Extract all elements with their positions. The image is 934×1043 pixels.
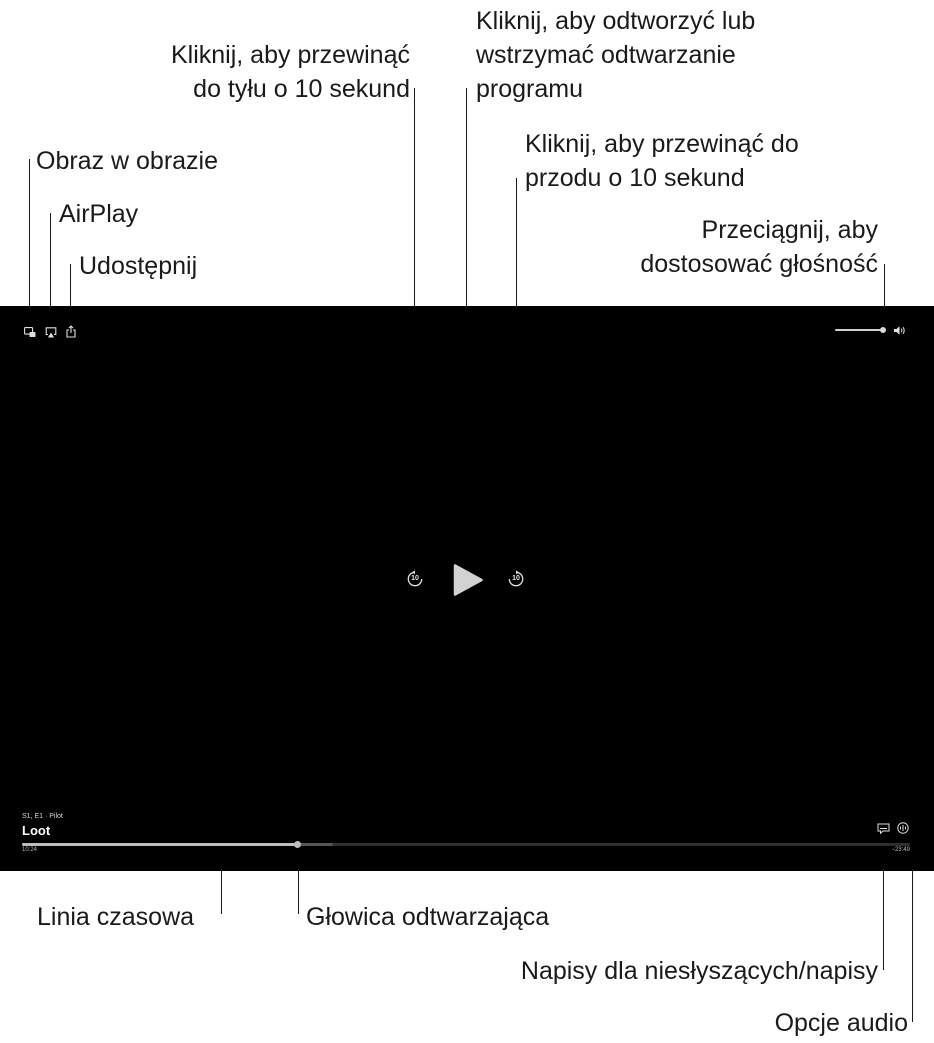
speaker-icon[interactable] — [893, 325, 907, 336]
volume-slider-track[interactable] — [835, 329, 885, 331]
elapsed-time: 10:24 — [22, 847, 38, 853]
timeline-progress — [22, 843, 297, 846]
callout-rewind: Kliknij, aby przewinąć do tyłu o 10 sekund — [171, 41, 410, 103]
volume-slider-knob[interactable] — [880, 327, 886, 333]
volume-slider-fill — [835, 329, 883, 331]
subtitles-icon[interactable] — [877, 823, 890, 834]
show-title: Loot — [22, 823, 51, 838]
callout-forward: Kliknij, aby przewinąć do przodu o 10 sekund — [525, 130, 799, 192]
airplay-icon[interactable] — [45, 327, 57, 338]
forward-seconds-label: 10 — [512, 575, 520, 582]
audio-options-icon[interactable] — [897, 822, 909, 834]
callout-subtitles: Napisy dla niesłyszących/napisy — [520, 957, 878, 985]
callout-playhead: Głowica odtwarzająca — [306, 903, 550, 931]
rewind-seconds-label: 10 — [411, 575, 419, 582]
share-icon[interactable] — [66, 325, 76, 338]
callout-airplay: AirPlay — [59, 200, 139, 228]
callout-audio-options: Opcje audio — [774, 1009, 908, 1037]
picture-in-picture-icon[interactable] — [24, 327, 36, 338]
timeline-track[interactable] — [22, 843, 910, 846]
leader-line-pip — [29, 159, 30, 326]
callout-share: Udostępnij — [79, 252, 198, 280]
play-icon[interactable] — [452, 563, 484, 597]
playhead-knob[interactable] — [294, 841, 301, 848]
callout-timeline: Linia czasowa — [37, 903, 195, 931]
remaining-time: −23:49 — [891, 847, 910, 853]
rewind-10-button[interactable] — [406, 570, 424, 588]
callout-picture-in-picture: Obraz w obrazie — [36, 147, 219, 175]
callout-play-pause: Kliknij, aby odtworzyć lub wstrzymać odtwarzanie programu — [476, 7, 756, 103]
episode-label: S1, E1 · Pilot — [22, 813, 63, 820]
forward-10-button[interactable] — [507, 570, 525, 588]
callout-volume: Przeciągnij, aby dostosować głośność — [640, 216, 878, 278]
